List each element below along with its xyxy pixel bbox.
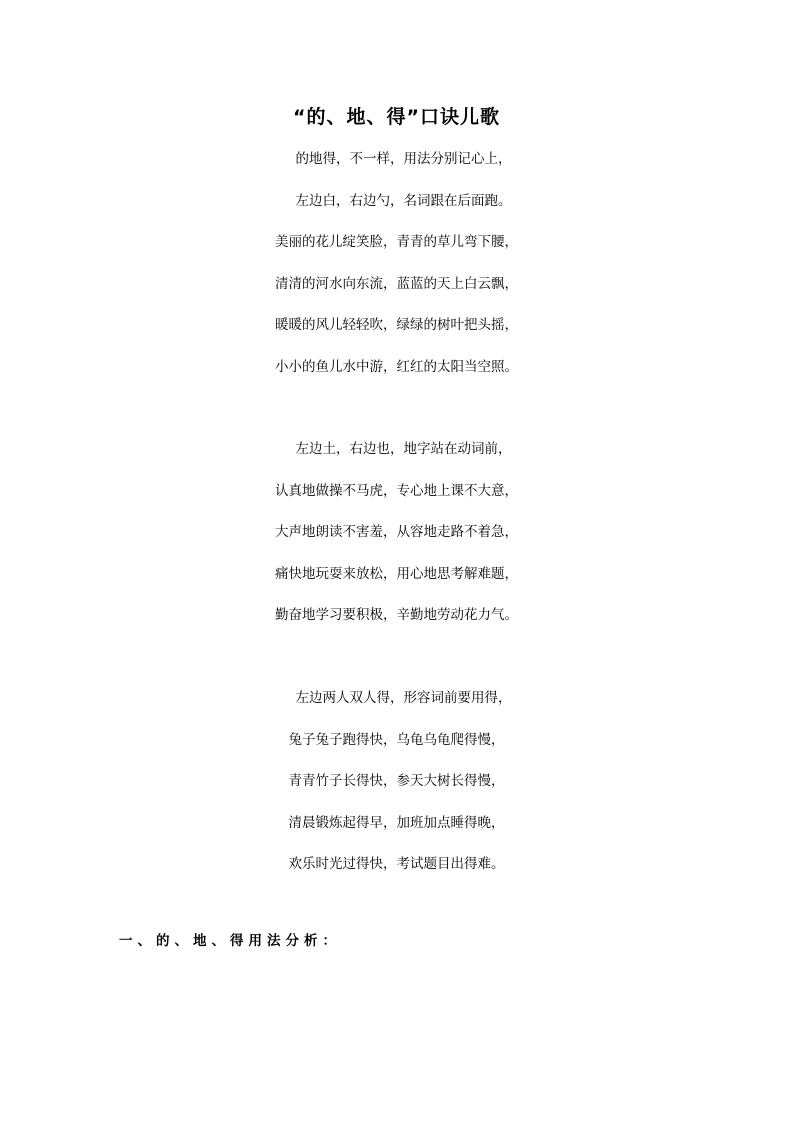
verse-line-text: 痛快地玩耍来放松，用心地思考解难题， xyxy=(275,565,518,582)
verse-line-text: 大声地朗读不害羞，从容地走路不着急， xyxy=(275,524,518,540)
stanza-1 xyxy=(0,147,793,396)
document-title: “的、地、得”口诀儿歌 xyxy=(293,106,500,128)
stanza-2 xyxy=(0,437,793,645)
verse-line xyxy=(0,189,793,231)
verse-line xyxy=(0,355,793,397)
verse-line xyxy=(0,852,793,894)
verse-line-text: 青青竹子长得快，参天大树长得慢， xyxy=(288,773,505,789)
verse-line-text: 认真地做操不马虎，专心地上课不大意， xyxy=(275,482,518,499)
verse-line xyxy=(0,147,793,189)
stanza-3 xyxy=(0,686,793,894)
verse-line xyxy=(0,437,793,479)
verse-line xyxy=(0,520,793,562)
verse-line xyxy=(0,562,793,604)
verse-line-text: 欢乐时光过得快，考试题目出得难。 xyxy=(288,856,505,872)
verse-line-text: 左边土，右边也，地字站在动词前， xyxy=(295,441,512,457)
verse-line xyxy=(0,603,793,645)
verse-line-text: 的地得，不一样，用法分别记心上， xyxy=(295,151,512,167)
verse-line-text: 清晨锻炼起得早，加班加点睡得晚， xyxy=(288,814,505,831)
verse-line-text: 勤奋地学习要积极，辛勤地劳动花力气。 xyxy=(275,607,518,623)
verse-line xyxy=(0,686,793,728)
verse-line xyxy=(0,479,793,521)
verse-line-text: 小小的鱼儿水中游，红红的太阳当空照。 xyxy=(275,358,518,375)
verse-line-text: 左边两人双人得，形容词前要用得， xyxy=(295,690,512,706)
verse-line xyxy=(0,230,793,272)
verse-line-text: 清清的河水向东流，蓝蓝的天上白云飘， xyxy=(275,275,518,292)
verse-line-text: 兔子兔子跑得快，乌龟乌龟爬得慢， xyxy=(288,731,505,748)
verse-line-text: 左边白，右边勺，名词跟在后面跑。 xyxy=(295,192,512,209)
section-heading: 一、的、地、得用法分析： xyxy=(119,933,341,949)
verse-line xyxy=(0,272,793,314)
verse-line xyxy=(0,811,793,853)
verse-line xyxy=(0,728,793,770)
verse-line xyxy=(0,769,793,811)
verse-line-text: 暖暖的风儿轻轻吹，绿绿的树叶把头摇， xyxy=(275,317,518,333)
verse-line xyxy=(0,313,793,355)
verse-line-text: 美丽的花儿绽笑脸，青青的草儿弯下腰， xyxy=(275,234,518,250)
